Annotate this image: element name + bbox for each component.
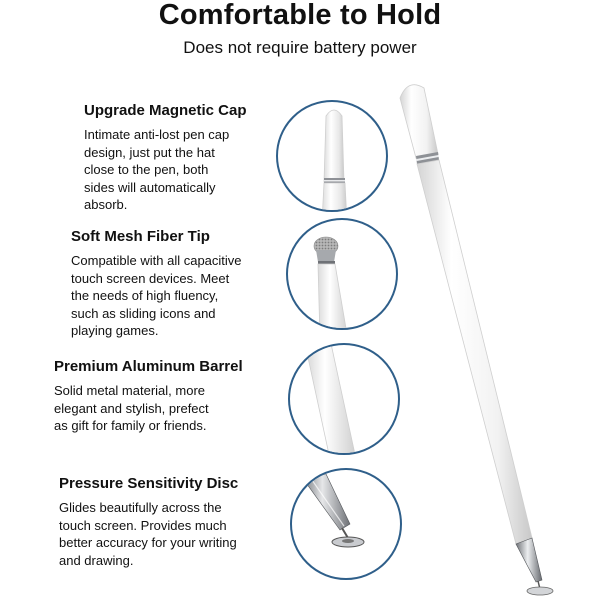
feature-magnetic-cap bbox=[84, 102, 284, 214]
feature-title: Upgrade Magnetic Cap bbox=[84, 102, 247, 119]
feature-pressure-disc bbox=[59, 475, 294, 569]
feature-description: Intimate anti-lost pen cap design, just put the hat close to the pen, both sides will automatically absorb. bbox=[84, 127, 230, 212]
page-subtitle: Does not require battery power bbox=[183, 38, 417, 57]
feature-title: Soft Mesh Fiber Tip bbox=[71, 228, 210, 245]
page-title: Comfortable to Hold bbox=[158, 0, 442, 31]
feature-aluminum-barrel bbox=[54, 358, 289, 435]
magnetic-cap-icon bbox=[276, 100, 388, 212]
feature-description: Glides beautifully across the touch screen. Provides much better accuracy for your writing and drawing. bbox=[59, 500, 237, 568]
feature-description: Solid metal material, more elegant and stylish, prefect as gift for family or friends. bbox=[54, 383, 209, 433]
stylus-pen-image bbox=[380, 70, 600, 605]
feature-title: Pressure Sensitivity Disc bbox=[59, 475, 239, 492]
feature-title: Premium Aluminum Barrel bbox=[54, 358, 243, 375]
feature-mesh-tip bbox=[71, 228, 286, 340]
feature-description: Compatible with all capacitive touch screen devices. Meet the needs of high fluency, such as sliding icons and playing games. bbox=[71, 253, 242, 338]
